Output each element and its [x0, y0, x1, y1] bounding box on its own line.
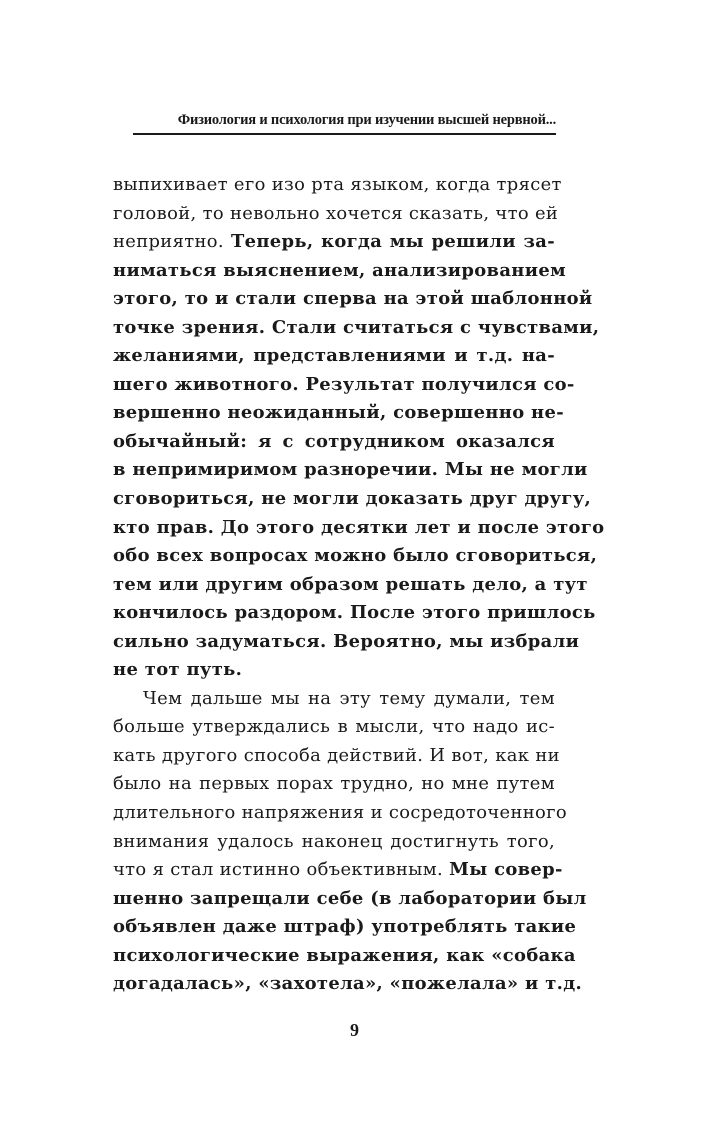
- bold-text-run: не тот путь.: [113, 659, 243, 681]
- bold-text-run: сильно задуматься. Вероятно, мы избрали: [113, 630, 580, 652]
- text-line: [113, 942, 576, 971]
- text-line: [113, 770, 555, 799]
- text-line: [113, 628, 580, 657]
- text-line: [113, 514, 605, 543]
- text-line: [113, 371, 575, 400]
- text-run: выпихивает его изо рта языком, когда трясет: [113, 174, 562, 195]
- text-line: [113, 542, 598, 571]
- bold-text-run: догадалась», «захотела», «пожелала» и т.д.: [113, 973, 583, 995]
- text-run: было на первых порах трудно, но мне путем: [113, 773, 555, 795]
- bold-text-run: кто прав. До этого десятки лет и после этого: [113, 516, 605, 538]
- bold-text-run: тем или другим образом решать дело, а тут: [113, 573, 588, 595]
- text-line: [113, 200, 559, 229]
- text-line: [113, 456, 588, 485]
- text-line: [113, 742, 560, 771]
- bold-text-run: шего животного. Результат получился со-: [113, 373, 575, 395]
- bold-text-run: обычайный: я с сотрудником оказался: [113, 430, 555, 452]
- page-number: 9: [350, 1020, 359, 1040]
- bold-text-run: Мы совер-: [449, 859, 563, 881]
- text-line: [113, 485, 592, 514]
- header-rule: [133, 133, 556, 135]
- page-body: [113, 171, 605, 999]
- text-line: [113, 656, 555, 685]
- text-line: [113, 399, 565, 428]
- running-title: Физиология и психология при изучении высшей нервной...: [177, 112, 556, 128]
- text-line: [113, 713, 555, 742]
- text-line: [113, 257, 566, 286]
- bold-text-run: шенно запрещали себе (в лаборатории был: [113, 887, 587, 909]
- text-line: [113, 228, 555, 257]
- bold-text-run: вершенно неожиданный, совершенно не-: [113, 402, 565, 424]
- text-run: внимания удалось наконец достигнуть того,: [113, 830, 555, 852]
- text-line: [113, 314, 600, 343]
- bold-text-run: кончилось раздором. После этого пришлось: [113, 602, 596, 624]
- text-run: головой, то невольно хочется сказать, что ей: [113, 202, 559, 224]
- text-line: [113, 571, 588, 600]
- bold-text-run: точке зрения. Стали считаться с чувствами,: [113, 316, 600, 338]
- text-line: [113, 856, 563, 885]
- bold-text-run: этого, то и стали сперва на этой шаблонной: [113, 288, 593, 310]
- bold-text-run: объявлен даже штраф) употреблять такие: [113, 916, 577, 938]
- text-line: [113, 171, 562, 200]
- bold-text-run: в непримиримом разноречии. Мы не могли: [113, 459, 588, 481]
- text-line: [113, 828, 555, 857]
- text-line: [113, 342, 555, 371]
- text-line: [113, 913, 577, 942]
- text-run: больше утверждались в мысли, что надо ис-: [113, 716, 555, 738]
- text-run: кать другого способа действий. И вот, как ни: [113, 744, 560, 766]
- text-line: [113, 970, 583, 999]
- text-run: Чем дальше мы на эту тему думали, тем: [143, 687, 555, 709]
- bold-text-run: обо всех вопросах можно было сговориться,: [113, 545, 598, 567]
- bold-text-run: Теперь, когда мы решили за-: [230, 231, 555, 253]
- text-run: длительного напряжения и сосредоточенного: [113, 802, 567, 824]
- bold-text-run: желаниями, представлениями и т.д. на-: [113, 345, 555, 367]
- bold-text-run: психологические выражения, как «собака: [113, 944, 576, 966]
- text-line: [113, 685, 555, 714]
- text-run: что я стал истинно объективным.: [113, 859, 450, 881]
- bold-text-run: сговориться, не могли доказать друг другу,: [113, 488, 592, 510]
- text-line: [113, 885, 587, 914]
- text-line: [113, 599, 596, 628]
- text-line: [113, 428, 555, 457]
- text-line: [113, 285, 593, 314]
- text-run: неприятно.: [113, 231, 231, 253]
- bold-text-run: ниматься выяснением, анализированием: [113, 259, 566, 281]
- text-line: [113, 799, 567, 828]
